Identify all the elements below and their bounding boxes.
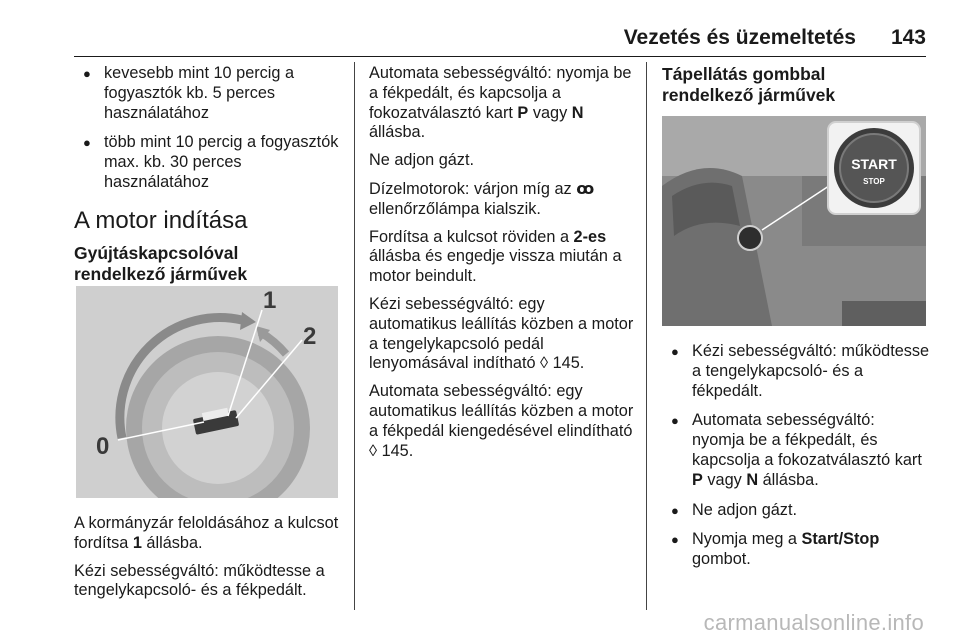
paragraph: Automata sebességváltó: nyomja be a fékpedált, és kapcsolja a fokozatválasztó kart P vagy N állásba. — [369, 64, 632, 142]
paragraph: Kézi sebességváltó: működtesse a tengelykapcsoló- és a fékpedált. — [74, 561, 325, 600]
list-item: ● Automata sebességváltó: nyomja be a fékpedált, és kapcsolja a fokozatválasztó kart P vagy N állásba. — [662, 411, 930, 490]
glow-plug-icon: ꝏ — [576, 178, 595, 198]
ignition-switch-figure — [76, 286, 338, 498]
column-2 — [369, 64, 635, 469]
section-title: Vezetés és üzemeltetés — [623, 26, 856, 49]
column-1-lower — [74, 514, 344, 609]
list-item: ● több mint 10 percig a fogyasztók max. kb. 30 perces használatához — [74, 133, 344, 192]
column-divider-2 — [646, 62, 647, 610]
paragraph: Fordítsa a kulcsot röviden a 2-es állásba és engedje vissza miután a motor beindult. — [369, 227, 622, 286]
subsection-heading: Gyújtáskapcsolóval rendelkező járművek — [74, 242, 248, 284]
section-heading: A motor indítása — [74, 206, 248, 234]
paragraph: A kormányzár feloldásához a kulcsot fordítsa 1 állásba. — [74, 514, 339, 552]
list-item: ● Ne adjon gázt. — [662, 501, 930, 521]
subsection-heading: Tápellátás gombbal rendelkező járművek — [662, 64, 836, 105]
position-0-label: 0 — [96, 433, 110, 460]
list-item: ● kevesebb mint 10 percig a fogyasztók kb. 5 perces használatához — [74, 64, 344, 123]
ignition-switch-illustration — [76, 286, 338, 498]
watermark: carmanualsonline.info — [703, 610, 924, 635]
consumer-bullets — [74, 64, 344, 193]
start-button-figure — [662, 116, 926, 326]
column-3 — [662, 64, 928, 106]
list-item: ● Nyomja meg a Start/Stop gombot. — [662, 530, 930, 570]
column-3-lower — [662, 342, 930, 580]
start-label: START — [851, 156, 897, 172]
paragraph: Ne adjon gázt. — [369, 151, 474, 170]
column-divider-1 — [354, 62, 355, 610]
start-button-illustration — [662, 116, 926, 326]
column-1 — [74, 64, 344, 285]
page-number: 143 — [890, 26, 926, 49]
paragraph: Automata sebességváltó: egy automatikus leállítás közben a motor a fékpedál kiengedésével elindítható ◊ 145. — [369, 382, 634, 460]
page-header — [74, 26, 926, 57]
paragraph: Dízelmotorok: várjon míg az ꝏ ellenőrzőlámpa kialszik. — [369, 178, 595, 218]
position-2-label: 2 — [303, 323, 317, 350]
paragraph: Kézi sebességváltó: egy automatikus leállítás közben a motor a tengelykapcsoló pedál lenyomásával indítható ◊ 145. — [369, 294, 634, 373]
stop-label: STOP — [863, 177, 885, 186]
position-1-label: 1 — [263, 287, 277, 314]
start-steps — [662, 342, 930, 570]
list-item: ● Kézi sebességváltó: működtesse a tengelykapcsoló- és a fékpedált. — [662, 342, 930, 401]
